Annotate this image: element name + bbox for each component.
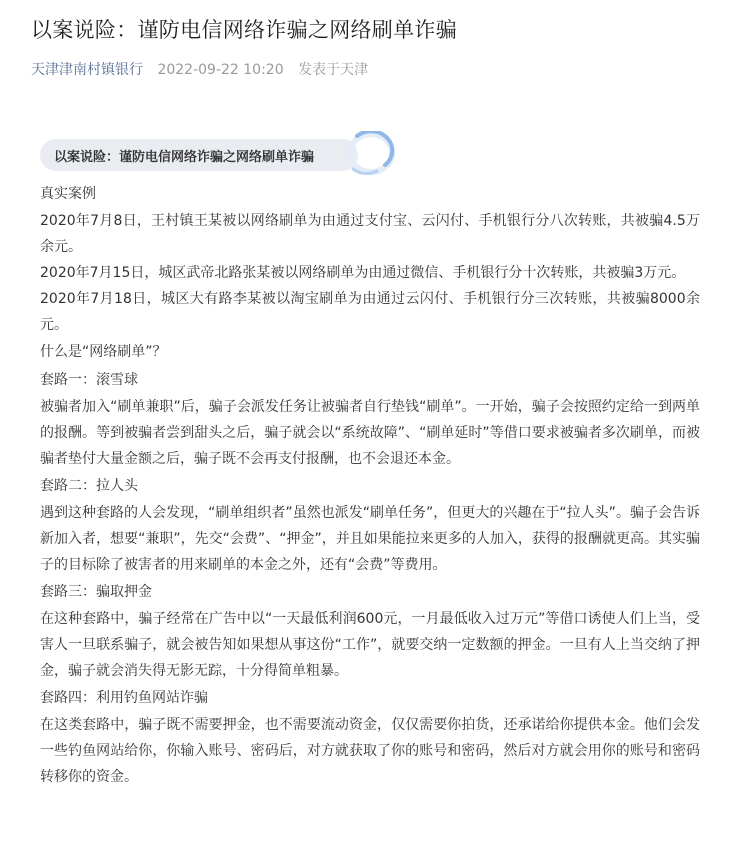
section-heading: 套路四：利用钓鱼网站诈骗 bbox=[40, 690, 208, 706]
article-title: 以案说险：谨防电信网络诈骗之网络刷单诈骗 bbox=[31, 18, 457, 42]
body-paragraph: 在这类套路中，骗子既不需要押金，也不需要流动资金，仅仅需要你拍货，还承诺给你提供本金。他们会发一些钓鱼网站给你，你输入账号、密码后，对方就获取了你的账号和密码，然后对方就会用你的账号和密码转移你的资金。 bbox=[40, 717, 700, 785]
body-paragraph: 遇到这种套路的人会发现，“刷单组织者”虽然也派发“刷单任务”，但更大的兴趣在于“拉人头”。骗子会告诉新加入者，想要“兼职”，先交“会费”、“押金”，并且如果能拉来更多的人加入，获得的报酬就更高。其实骗子的目标除了被害者的用来刷单的本金之外，还有“会费”等费用。 bbox=[40, 505, 700, 573]
section-heading: 套路二：拉人头 bbox=[40, 478, 138, 494]
decorative-ring-icon bbox=[333, 131, 395, 175]
account-name-link[interactable]: 天津津南村镇银行 bbox=[31, 62, 143, 78]
case-paragraph: 2020年7月18日，城区大有路李某被以淘宝刷单为由通过云闪付、手机银行分三次转账，共被骗8000余元。 bbox=[40, 291, 700, 333]
section-heading: 套路三：骗取押金 bbox=[40, 584, 152, 600]
article-body bbox=[40, 180, 700, 790]
case-paragraph: 2020年7月8日，王村镇王某被以网络刷单为由通过支付宝、云闪付、手机银行分八次转账，共被骗4.5万余元。 bbox=[40, 213, 700, 255]
section-banner bbox=[40, 139, 358, 171]
publish-location: 发表于天津 bbox=[298, 62, 369, 78]
article-meta bbox=[31, 59, 368, 79]
section-heading: 套路一：滚雪球 bbox=[40, 372, 138, 388]
case-paragraph: 2020年7月15日，城区武帝北路张某被以网络刷单为由通过微信、手机银行分十次转账，共被骗3万元。 bbox=[40, 265, 686, 281]
section-heading: 真实案例 bbox=[40, 186, 96, 202]
body-paragraph: 在这种套路中，骗子经常在广告中以“一天最低利润600元，一月最低收入过万元”等借口诱使人们上当，受害人一旦联系骗子，就会被告知如果想从事这份“工作”，就要交纳一定数额的押金。一旦有人上当交纳了押金，骗子就会消失得无影无踪，十分得简单粗暴。 bbox=[40, 611, 700, 679]
section-heading: 什么是“网络刷单”？ bbox=[40, 344, 167, 360]
banner-title: 以案说险：谨防电信网络诈骗之网络刷单诈骗 bbox=[54, 150, 315, 165]
publish-date: 2022-09-22 10:20 bbox=[157, 62, 284, 78]
body-paragraph: 被骗者加入“刷单兼职”后，骗子会派发任务让被骗者自行垫钱“刷单”。一开始，骗子会按照约定给一到两单的报酬。等到被骗者尝到甜头之后，骗子就会以“系统故障”、“刷单延时”等借口要求被骗者多次刷单，而被骗者垫付大量金额之后，骗子既不会再支付报酬，也不会退还本金。 bbox=[40, 399, 700, 467]
